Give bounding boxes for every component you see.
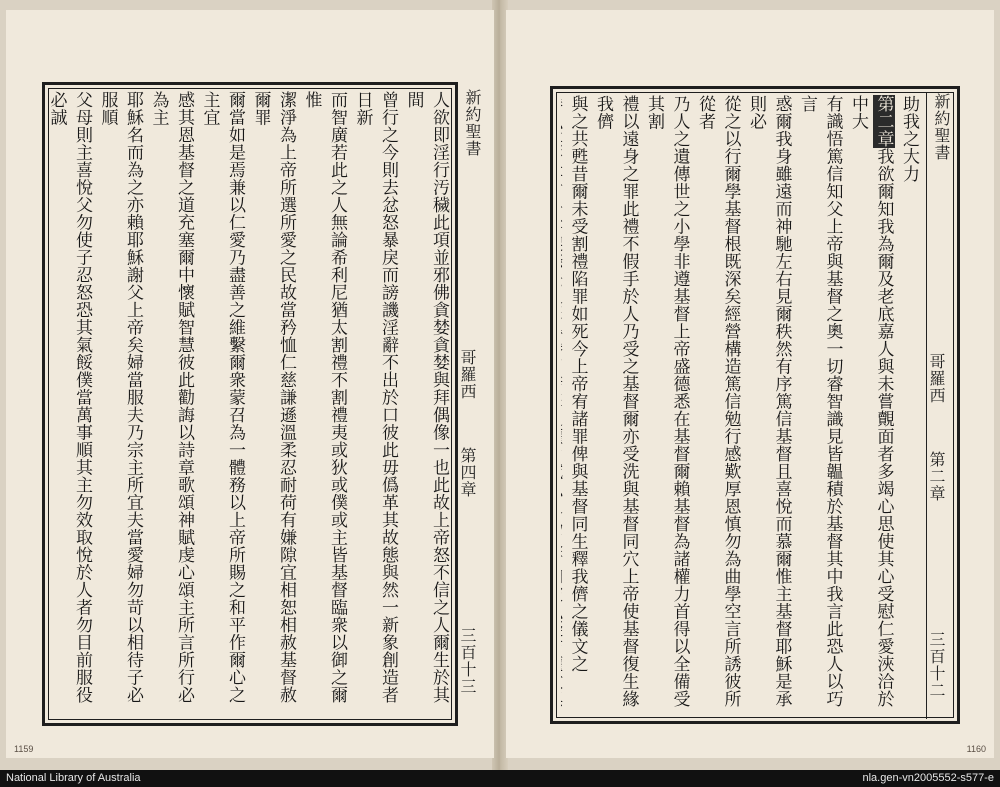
right-header-title: 新約聖書	[932, 93, 951, 161]
right-header-chapter: 第二章	[927, 451, 946, 502]
right-gutter-note: 1160	[966, 744, 986, 754]
right-page	[506, 10, 994, 758]
right-text-column: 乃人之遺傳世之小學非遵基督上帝盛德悉在基督爾賴基督為諸權力首得以全備受其割	[644, 95, 690, 708]
left-page	[6, 10, 494, 758]
right-text-column	[561, 95, 564, 715]
right-text-column: 助我之大力	[899, 95, 919, 183]
right-text-column: 第二章我欲爾知我為爾及老底嘉人與未嘗覿面者多竭心思使其心受慰仁愛浹洽於中大	[848, 95, 894, 708]
left-header-chapter: 第四章	[458, 447, 477, 498]
left-text-column: 耶穌名而為之亦賴耶穌謝父上帝矣婦當服夫乃宗主所宜夫當愛婦勿苛以相待子必服順	[97, 91, 143, 704]
left-text-column: 而智廣若此之人無論希利尼猶太割禮不割禮夷或狄或僕或主皆基督臨衆以御之爾惟	[301, 91, 347, 704]
left-text-column: 爾當如是焉兼以仁愛乃盡善之維繫爾衆蒙召為一體務以上帝所賜之和平作爾心之主宜	[199, 91, 245, 704]
left-text-column: 父母則主喜悅父勿使子忍怒恐其氣餒僕當萬事順其主勿效取悅於人者勿目前服役必誠	[47, 91, 92, 704]
left-text-column: 潔淨為上帝所選所愛之民故當矜恤仁慈謙遜溫柔忍耐荷有嫌隙宜相恕相赦基督赦爾罪	[250, 91, 296, 704]
chapter-marker: 第二章	[873, 95, 894, 148]
left-text-column: 感其恩基督之道充塞爾中懷賦智慧彼此勸誨以詩章歌頌神賦虔心頌主所言所行必為主	[148, 91, 194, 704]
left-header-title: 新約聖書	[463, 89, 482, 157]
left-gutter-note: 1159	[14, 744, 34, 754]
footer-identifier: nla.gen-vn2005552-s577-e	[862, 772, 994, 784]
right-page-text	[561, 95, 921, 715]
left-text-column: 人欲即淫行汚穢此項並邪佛貪婪貪婪與拜偶像一也此故上帝怒不信之人爾生於其間	[403, 91, 449, 704]
left-page-header	[457, 89, 484, 715]
left-header-page-number: 三百十三	[458, 627, 477, 695]
right-text-column: 從之以行爾學基督根既深矣經營構造篤信勉行感歎厚恩慎勿為曲學空言所誘彼所從者	[695, 95, 741, 708]
footer-library-name: National Library of Australia	[6, 772, 141, 784]
left-header-book: 哥羅西	[458, 349, 477, 400]
right-text-column: 惑爾我身雖遠而神馳左右見爾秩然有序篤信基督且喜悅而慕爾惟主基督耶穌是承則必	[746, 95, 792, 708]
right-header-book: 哥羅西	[927, 353, 946, 404]
right-text-column: 與之共甦昔爾未受割禮陷罪如死今上帝宥諸罪俾與基督同生釋我儕之儀文之	[567, 95, 588, 673]
footer-bar	[0, 770, 1000, 787]
left-page-text	[47, 91, 451, 717]
left-text-column: 曾行之今則去忿怒暴戾而謗譏淫辭不出於口彼此毋僞革其故態與然一新象創造者日新	[352, 91, 398, 704]
right-header-page-number: 三百十二	[927, 631, 946, 699]
right-text-column: 禮以遠身之罪此禮不假手於人乃受之基督爾亦受洗與基督同穴上帝使基督復生緣我儕	[593, 95, 639, 708]
right-text-column: 有識悟篤信知父上帝與基督之奧一切睿智識見皆韞積於基督其中我言此恐人以巧言	[797, 95, 843, 708]
right-page-frame	[550, 86, 960, 724]
left-page-frame	[42, 82, 482, 726]
right-page-header	[926, 93, 953, 719]
